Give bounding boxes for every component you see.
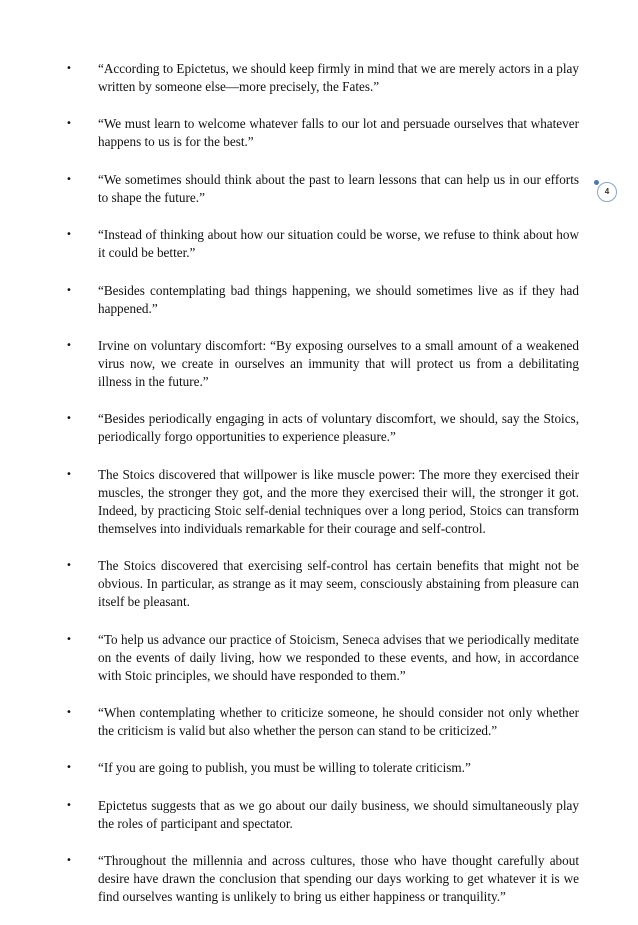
bullet-icon: • — [66, 118, 72, 130]
page-number-marker-icon — [594, 180, 599, 185]
list-item — [66, 704, 579, 740]
bullet-icon: • — [66, 799, 72, 811]
list-item — [66, 226, 579, 262]
bullet-icon: • — [66, 706, 72, 718]
list-item — [66, 171, 579, 207]
list-item-text: “According to Epictetus, we should keep firmly in mind that we are merely actors in a play written by someone else—more precisely, the Fates.” — [98, 61, 579, 94]
list-item-text: “We must learn to welcome whatever falls to our lot and persuade ourselves that whatever happens to us is for the best.” — [98, 116, 579, 150]
list-item-text: “To help us advance our practice of Stoicism, Seneca advises that we periodically meditate on the events of daily living, how we responded to these events, and how, in accordance with Stoic principles, we should have responded to them.” — [98, 631, 579, 683]
bullet-icon: • — [66, 173, 72, 185]
bullet-icon: • — [66, 229, 72, 241]
list-item-text: “Besides contemplating bad things happening, we should sometimes live as if they had happened.” — [98, 282, 579, 316]
list-item-text: Epictetus suggests that as we go about our daily business, we should simultaneously play the roles of participant and spectator. — [98, 797, 579, 831]
bullet-list — [66, 60, 579, 925]
list-item — [66, 115, 579, 151]
list-item-text: The Stoics discovered that willpower is like muscle power: The more they exercised their muscles, the stronger they got, and the more they exercised their will, the stronger it got. Indeed, by practicing Stoic self-denial techniques over a long period, Stoics can transform themselves into individuals remarkable for their courage and self-control. — [98, 466, 579, 536]
list-item — [66, 852, 579, 906]
bullet-icon: • — [66, 560, 72, 572]
bullet-icon: • — [66, 633, 72, 645]
list-item — [66, 282, 579, 318]
list-item — [66, 410, 579, 446]
list-item-text: “Besides periodically engaging in acts of voluntary discomfort, we should, say the Stoics, periodically forgo opportunities to experience pleasure.” — [98, 411, 579, 445]
list-item — [66, 631, 579, 685]
list-item — [66, 759, 579, 777]
list-item-text: “Throughout the millennia and across cultures, those who have thought carefully about desire have drawn the conclusion that spending our days working to get whatever it is we find ourselves wanting is unlikely to bring us either happiness or tranquility.” — [98, 853, 579, 905]
list-item-text: The Stoics discovered that exercising self-control has certain benefits that might not be obvious. In particular, as strange as it may seem, consciously abstaining from pleasure can itself be pleasant. — [98, 558, 579, 610]
bullet-icon: • — [66, 762, 72, 774]
list-item — [66, 466, 579, 538]
bullet-icon: • — [66, 468, 72, 480]
bullet-icon: • — [66, 855, 72, 867]
bullet-icon: • — [66, 63, 72, 74]
list-item-text: “If you are going to publish, you must be willing to tolerate criticism.” — [98, 760, 471, 776]
bullet-icon: • — [66, 284, 72, 296]
list-item — [66, 60, 579, 96]
list-item — [66, 337, 579, 391]
bullet-icon: • — [66, 339, 72, 351]
page-number: 4 — [597, 182, 617, 202]
list-item-text: “We sometimes should think about the past to learn lessons that can help us in our efforts to shape the future.” — [98, 171, 579, 205]
list-item-text: “Instead of thinking about how our situation could be worse, we refuse to think about how it could be better.” — [98, 227, 579, 261]
list-item — [66, 797, 579, 833]
bullet-icon: • — [66, 413, 72, 425]
list-item — [66, 557, 579, 611]
list-item-text: “When contemplating whether to criticize someone, he should consider not only whether the criticism is valid but also whether the person can stand to be criticized.” — [98, 704, 579, 738]
list-item-text: Irvine on voluntary discomfort: “By exposing ourselves to a small amount of a weakened virus now, we create in ourselves an immunity that will protect us from a debilitating illness in the future.” — [98, 337, 579, 389]
